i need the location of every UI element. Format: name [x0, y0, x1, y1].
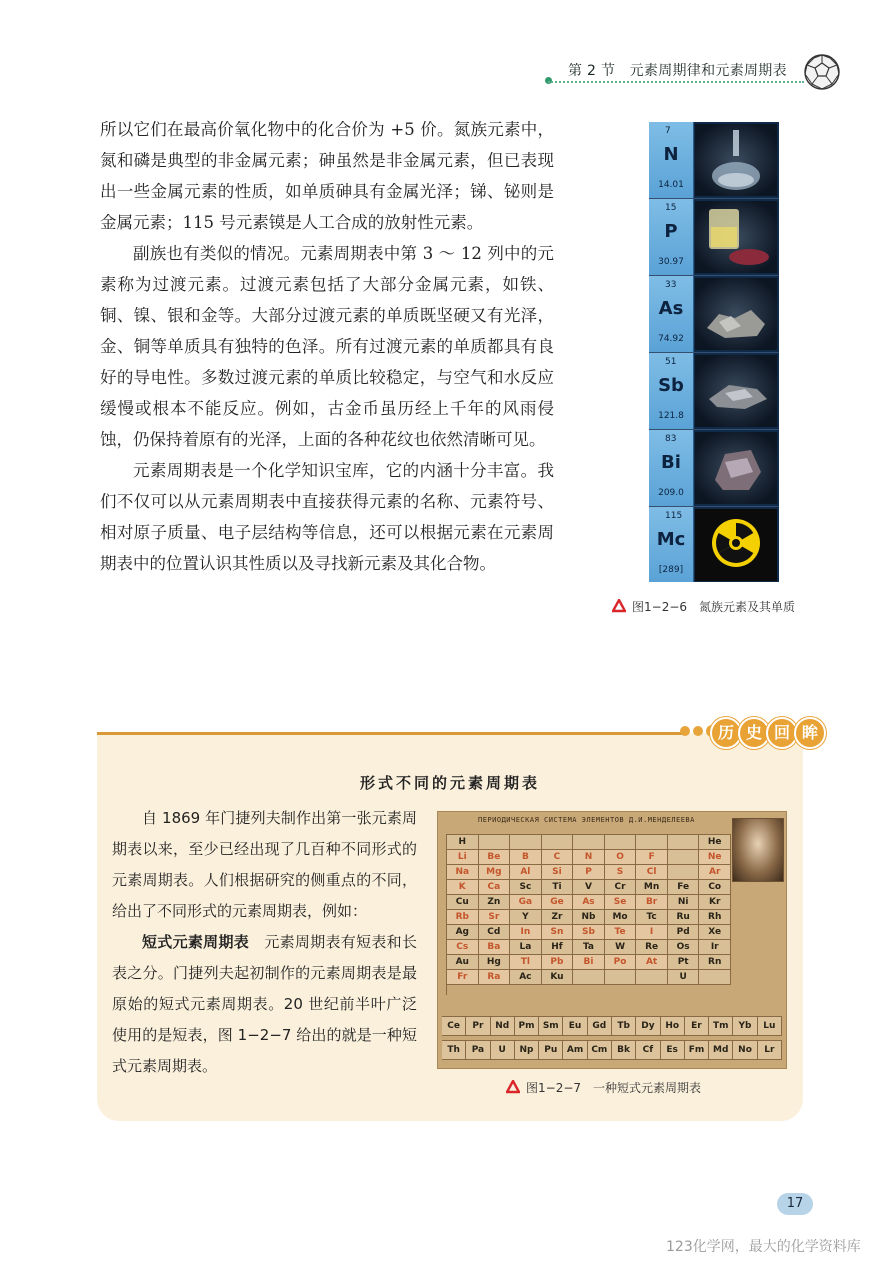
main-body-text	[100, 114, 554, 579]
element-cell: N	[573, 850, 605, 865]
paragraph	[112, 927, 417, 1082]
element-cell	[668, 865, 700, 880]
paragraph: 自 1869 年门捷列夫制作出第一张元素周期表以来，至少已经出现了几百种不同形式的元素周期表。人们根据研究的侧重点的不同，给出了不同形式的元素周期表，例如：	[112, 809, 417, 920]
element-cell: Cr	[605, 880, 637, 895]
element-grid	[446, 834, 731, 995]
element-cell: U	[668, 970, 700, 985]
element-cell: Bk	[612, 1041, 636, 1059]
element-cell: Ir	[699, 940, 731, 955]
badge-char: 眸	[794, 717, 826, 749]
element-cell: Mo	[605, 910, 637, 925]
element-cell: Rb	[447, 910, 479, 925]
element-cell	[636, 970, 668, 985]
page-number: 17	[777, 1193, 813, 1215]
element-cell: As	[573, 895, 605, 910]
element-cell: Md	[709, 1041, 733, 1059]
element-cell	[668, 850, 700, 865]
element-cell: Cl	[636, 865, 668, 880]
element-cell: Cm	[588, 1041, 612, 1059]
header-title: 第 2 节 元素周期律和元素周期表	[568, 63, 787, 79]
figure-caption	[506, 1079, 701, 1096]
actinide-row	[442, 1040, 782, 1060]
element-cell	[649, 507, 694, 582]
element-cell	[649, 276, 694, 352]
element-cell	[649, 199, 694, 275]
element-cell: Ni	[668, 895, 700, 910]
element-cell: At	[636, 955, 668, 970]
element-cell: S	[605, 865, 637, 880]
element-cell: Ba	[479, 940, 511, 955]
triangle-icon	[612, 599, 626, 613]
arsenic-photo	[695, 278, 777, 350]
radiation-icon	[695, 509, 777, 581]
paragraph: 元素周期表是一个化学知识宝库，它的内涵十分丰富。我们不仅可以从元素周期表中直接获得元素的名称、元素符号、相对原子质量、电子层结构等信息，还可以根据元素在元素周期表中的位置认识其性质以及寻找新元素及其化合物。	[100, 461, 554, 573]
element-cell: Ti	[542, 880, 574, 895]
element-symbol: Sb	[658, 375, 684, 396]
element-cell: Er	[685, 1017, 709, 1035]
element-cell: Rn	[699, 955, 731, 970]
element-cell: Fr	[447, 970, 479, 985]
element-cell: La	[510, 940, 542, 955]
element-row-bi	[649, 430, 779, 507]
atomic-mass: 14.01	[658, 180, 684, 190]
history-body-text	[112, 803, 417, 1082]
badge-char: 历	[710, 717, 742, 749]
element-cell	[668, 835, 700, 850]
history-top-line	[97, 732, 682, 735]
element-row-as	[649, 276, 779, 353]
element-cell: H	[447, 835, 479, 850]
element-row-mc	[649, 507, 779, 582]
element-cell	[649, 353, 694, 429]
element-cell: Cf	[636, 1041, 660, 1059]
atomic-mass: 209.0	[658, 488, 684, 498]
element-cell: U	[491, 1041, 515, 1059]
antimony-photo	[695, 355, 777, 427]
element-cell: Cd	[479, 925, 511, 940]
element-cell	[573, 835, 605, 850]
element-cell: Nb	[573, 910, 605, 925]
element-cell: Te	[605, 925, 637, 940]
element-cell: Pu	[539, 1041, 563, 1059]
figure-caption-text: 图1−2−6 氮族元素及其单质	[632, 600, 796, 614]
element-row-n	[649, 122, 779, 199]
atomic-mass: [289]	[658, 565, 684, 575]
figure-caption-text: 图1−2−7 一种短式元素周期表	[526, 1081, 702, 1095]
element-cell: Os	[668, 940, 700, 955]
element-cell: Si	[542, 865, 574, 880]
element-cell: Es	[661, 1041, 685, 1059]
element-cell: C	[542, 850, 574, 865]
element-cell: K	[447, 880, 479, 895]
element-symbol: N	[663, 144, 679, 165]
table-heading: ПЕРИОДИЧЕСКАЯ СИСТЕМА ЭЛЕМЕНТОВ Д.И.МЕНДЕЛЕЕВА	[478, 816, 695, 824]
element-cell: Pm	[515, 1017, 539, 1035]
element-cell: Mg	[479, 865, 511, 880]
element-cell: Y	[510, 910, 542, 925]
radiation-photo	[695, 509, 777, 581]
badge-char: 回	[766, 717, 798, 749]
element-cell: In	[510, 925, 542, 940]
element-symbol: Bi	[661, 452, 681, 473]
element-cell: Ku	[542, 970, 574, 985]
atomic-number: 83	[665, 434, 677, 444]
atomic-number: 7	[665, 126, 671, 136]
element-cell: Li	[447, 850, 479, 865]
element-cell: Zr	[542, 910, 574, 925]
badge-char: 史	[738, 717, 770, 749]
element-cell	[649, 122, 694, 198]
element-cell: Ar	[699, 865, 731, 880]
element-cell: Ne	[699, 850, 731, 865]
element-cell: Ra	[479, 970, 511, 985]
element-cell: Lr	[758, 1041, 782, 1059]
element-row-p	[649, 199, 779, 276]
element-cell: F	[636, 850, 668, 865]
element-cell: Kr	[699, 895, 731, 910]
element-cell: Al	[510, 865, 542, 880]
atomic-number: 33	[665, 280, 677, 290]
phosphorus-photo	[695, 201, 777, 273]
element-cell: W	[605, 940, 637, 955]
element-cell: Br	[636, 895, 668, 910]
element-cell	[605, 835, 637, 850]
element-cell: He	[699, 835, 731, 850]
element-cell: Na	[447, 865, 479, 880]
paragraph: 所以它们在最高价氧化物中的化合价为 +5 价。氮族元素中，氮和磷是典型的非金属元素；砷虽然是非金属元素，但已表现出一些金属元素的性质，如单质砷具有金属光泽；锑、铋则是金属元素；115 号元素镆是人工合成的放射性元素。	[100, 120, 554, 232]
bismuth-photo	[695, 432, 777, 504]
element-cell: Pr	[466, 1017, 490, 1035]
fullerene-icon	[802, 52, 842, 92]
element-cell: Ta	[573, 940, 605, 955]
header-dotted-line	[548, 81, 804, 83]
element-symbol: Mc	[656, 529, 686, 550]
element-cell: Np	[515, 1041, 539, 1059]
element-cell: Zn	[479, 895, 511, 910]
element-cell: Sr	[479, 910, 511, 925]
atomic-number: 51	[665, 357, 677, 367]
element-cell: Lu	[758, 1017, 782, 1035]
paragraph-text: 元素周期表有短表和长表之分。门捷列夫起初制作的元素周期表是最原始的短式元素周期表。20 世纪前半叶广泛使用的是短表，图 1−2−7 给出的就是一种短式元素周期表。	[112, 933, 417, 1075]
element-cell: V	[573, 880, 605, 895]
element-cell: Eu	[563, 1017, 587, 1035]
element-cell: Fe	[668, 880, 700, 895]
element-cell	[636, 835, 668, 850]
element-cell: Tb	[612, 1017, 636, 1035]
element-cell: Ga	[510, 895, 542, 910]
element-cell: Se	[605, 895, 637, 910]
element-cell: Co	[699, 880, 731, 895]
atomic-mass: 74.92	[658, 334, 684, 344]
element-symbol: As	[658, 298, 684, 319]
element-symbol: P	[664, 221, 678, 242]
element-cell: Ca	[479, 880, 511, 895]
element-cell: Xe	[699, 925, 731, 940]
element-cell	[573, 970, 605, 985]
element-cell: I	[636, 925, 668, 940]
element-cell: Cu	[447, 895, 479, 910]
watermark: 123化学网，最大的化学资料库	[666, 1239, 861, 1255]
element-cell: Ru	[668, 910, 700, 925]
atomic-number: 15	[665, 203, 677, 213]
element-cell: Re	[636, 940, 668, 955]
element-cell: Am	[563, 1041, 587, 1059]
element-cell: Pt	[668, 955, 700, 970]
triangle-icon	[506, 1080, 520, 1094]
element-cell: Yb	[733, 1017, 757, 1035]
element-cell: Hf	[542, 940, 574, 955]
element-cell: Sc	[510, 880, 542, 895]
element-cell: Ce	[442, 1017, 466, 1035]
element-cell	[699, 970, 731, 985]
lanthanide-row	[442, 1016, 782, 1036]
atomic-mass: 121.8	[658, 411, 684, 421]
element-cell: Ge	[542, 895, 574, 910]
element-cell: Pb	[542, 955, 574, 970]
element-cell: Tl	[510, 955, 542, 970]
element-cell: Be	[479, 850, 511, 865]
element-cell: Pd	[668, 925, 700, 940]
history-badge	[710, 717, 822, 749]
element-cell: Ac	[510, 970, 542, 985]
element-cell: Mn	[636, 880, 668, 895]
element-cell: Cs	[447, 940, 479, 955]
element-cell: Au	[447, 955, 479, 970]
history-title: 形式不同的元素周期表	[359, 774, 540, 792]
element-cell: Sn	[542, 925, 574, 940]
element-cell: Fm	[685, 1041, 709, 1059]
element-cell	[605, 970, 637, 985]
element-cell: Rh	[699, 910, 731, 925]
chapter-header	[548, 58, 848, 88]
element-cell: Pa	[466, 1041, 490, 1059]
nitrogen-group-figure	[649, 122, 779, 582]
element-cell: P	[573, 865, 605, 880]
element-cell: Bi	[573, 955, 605, 970]
element-cell: B	[510, 850, 542, 865]
element-cell	[510, 835, 542, 850]
element-cell	[649, 430, 694, 506]
element-cell: Dy	[636, 1017, 660, 1035]
atomic-number: 115	[665, 511, 683, 521]
element-cell: O	[605, 850, 637, 865]
element-cell: Th	[442, 1041, 466, 1059]
element-cell: Ag	[447, 925, 479, 940]
element-cell	[542, 835, 574, 850]
atomic-mass: 30.97	[658, 257, 684, 267]
element-cell: Hg	[479, 955, 511, 970]
paragraph: 副族也有类似的情况。元素周期表中第 3 ～ 12 列中的元素称为过渡元素。过渡元素包括了大部分金属元素，如铁、铜、镍、银和金等。大部分过渡元素的单质既坚硬又有光泽，金、铜等单质具有独特的色泽。所有过渡元素的单质都具有良好的导电性。多数过渡元素的单质比较稳定，与空气和水反应缓慢或根本不能反应。例如，古金币虽历经上千年的风雨侵蚀，仍保持着原有的光泽，上面的各种花纹也依然清晰可见。	[100, 244, 554, 449]
element-cell: No	[733, 1041, 757, 1059]
element-cell: Ho	[661, 1017, 685, 1035]
element-cell	[479, 835, 511, 850]
element-row-sb	[649, 353, 779, 430]
flask-photo	[695, 124, 777, 196]
element-cell: Sm	[539, 1017, 563, 1035]
term-bold: 短式元素周期表	[142, 933, 250, 951]
element-cell: Nd	[491, 1017, 515, 1035]
element-cell: Tc	[636, 910, 668, 925]
short-periodic-table-photo	[437, 811, 787, 1069]
element-cell: Sb	[573, 925, 605, 940]
figure-caption	[612, 598, 795, 615]
mendeleev-portrait	[732, 818, 784, 882]
element-cell: Gd	[588, 1017, 612, 1035]
element-cell: Po	[605, 955, 637, 970]
element-cell: Tm	[709, 1017, 733, 1035]
